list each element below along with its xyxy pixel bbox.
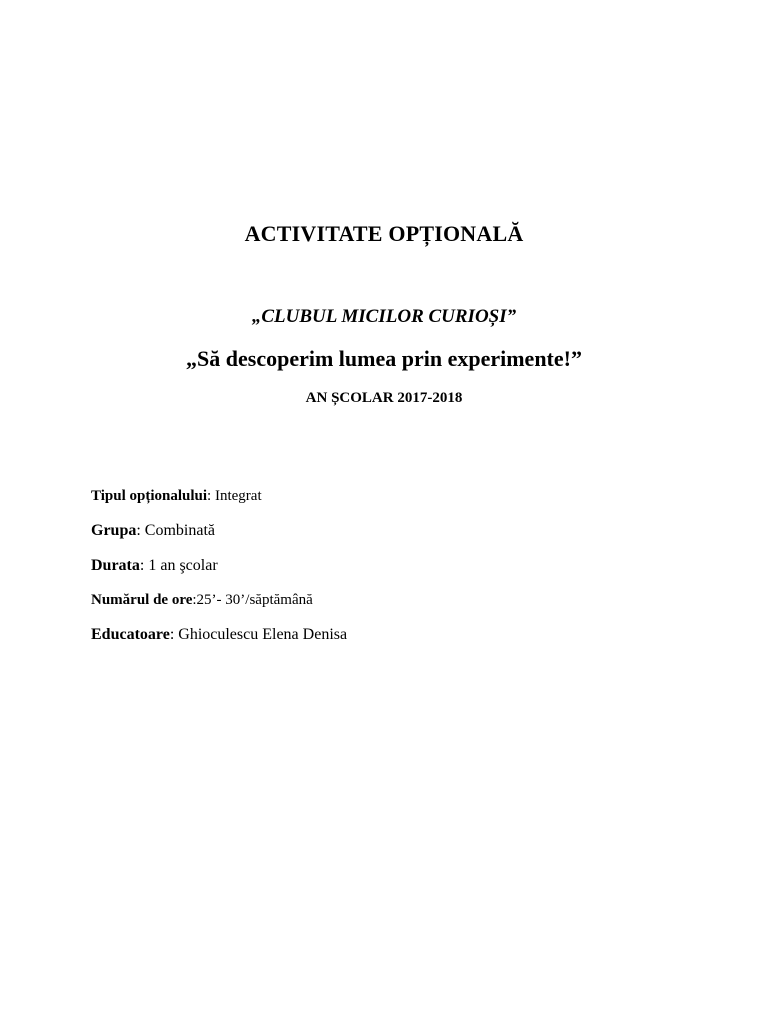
school-year: AN ȘCOLAR 2017-2018 (305, 390, 463, 406)
club-name: „CLUBUL MICILOR CURIOȘI” (251, 306, 517, 327)
detail-duration (91, 557, 218, 575)
motto: „Să descoperim lumea prin experimente!” (186, 346, 582, 371)
detail-value: : Ghioculescu Elena Denisa (169, 626, 348, 643)
detail-hours (91, 592, 313, 609)
detail-value: : 1 an şcolar (139, 557, 218, 574)
detail-label: Grupa (91, 522, 137, 539)
detail-optional-type (91, 488, 262, 505)
detail-label: Durata (91, 557, 140, 574)
detail-label: Numărul de ore (91, 592, 193, 608)
detail-value: :25’- 30’/săptămână (192, 592, 313, 608)
detail-label: Educatoare (91, 626, 170, 643)
detail-value: : Integrat (207, 488, 262, 504)
detail-group (91, 522, 215, 540)
detail-label: Tipul opționalului (91, 488, 208, 504)
detail-value: : Combinată (136, 522, 215, 539)
document-title: ACTIVITATE OPȚIONALĂ (244, 221, 524, 246)
detail-educator (91, 626, 347, 644)
